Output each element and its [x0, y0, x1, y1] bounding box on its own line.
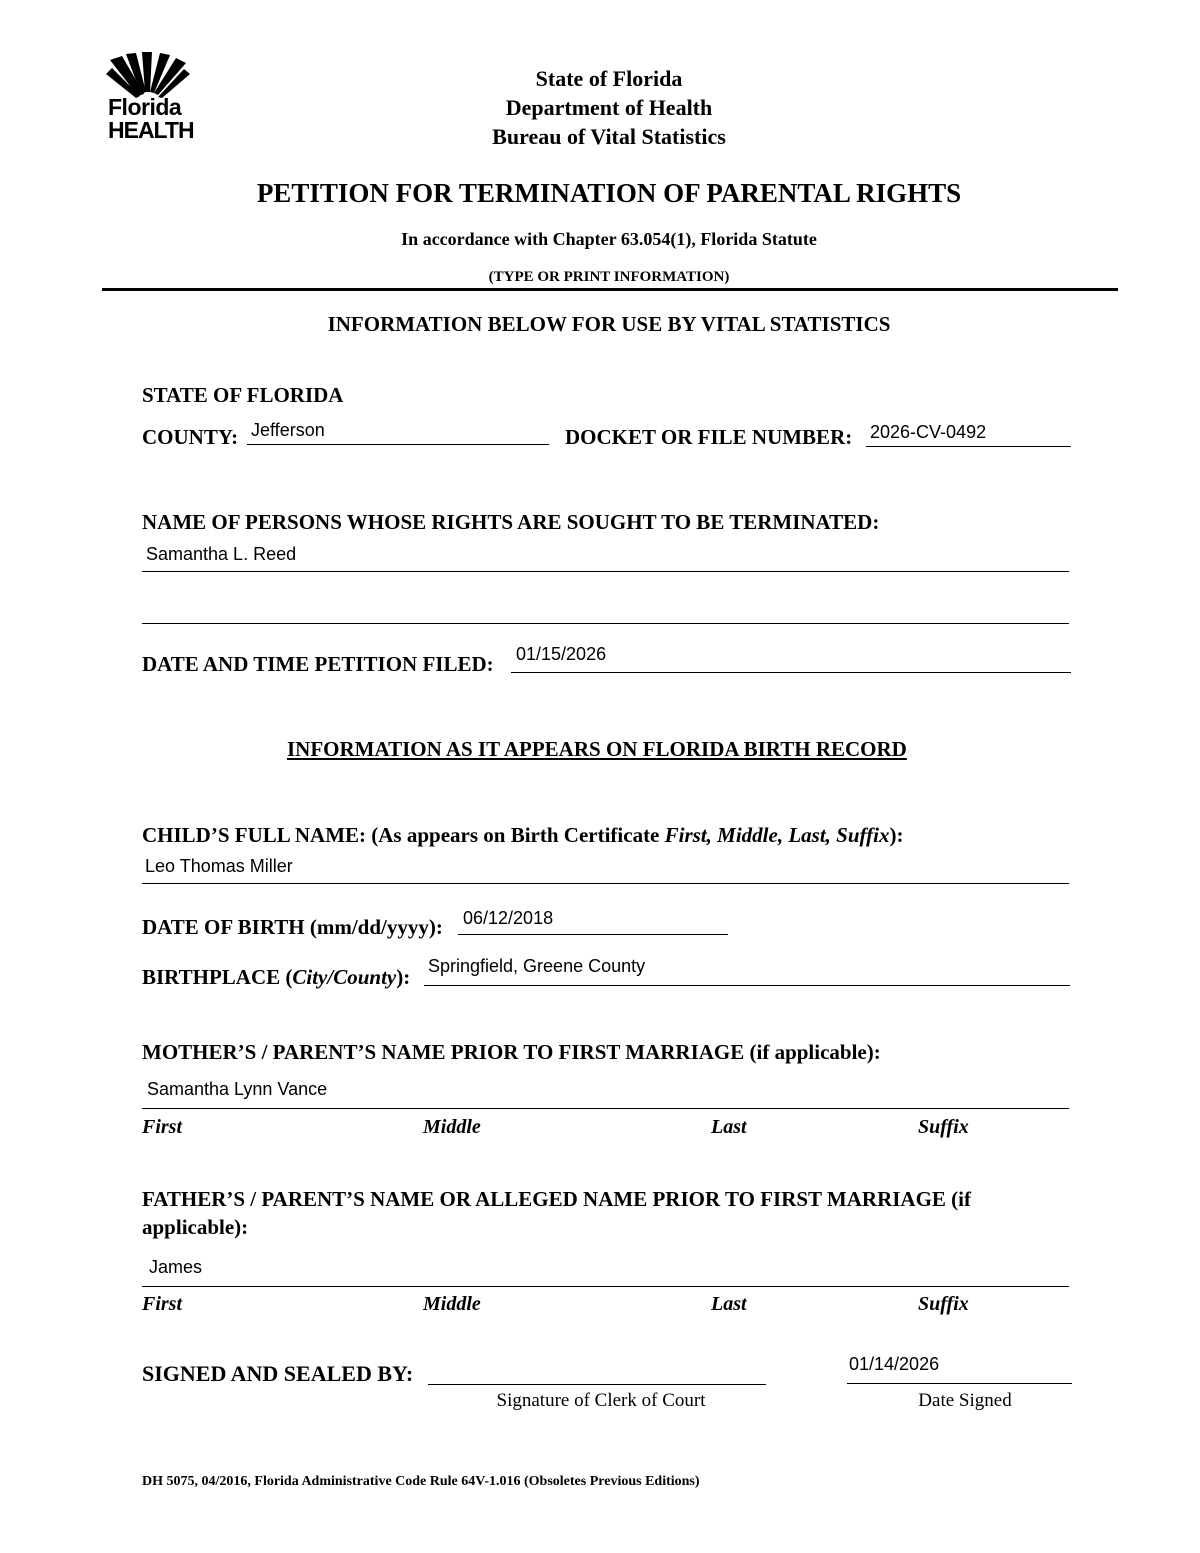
father-name-value: James	[149, 1257, 203, 1277]
header-state: State of Florida	[535, 66, 683, 91]
section-vital-stats-heading: INFORMATION BELOW FOR USE BY VITAL STATISTICS	[327, 312, 891, 336]
mother-label: MOTHER’S / PARENT’S NAME PRIOR TO FIRST MARRIAGE (if applicable):	[142, 1040, 881, 1064]
child-label	[142, 823, 903, 848]
father-label	[142, 1185, 971, 1241]
persons-field-2[interactable]	[142, 595, 1069, 624]
child-label-end: ):	[889, 823, 904, 847]
birthplace-label	[142, 965, 410, 990]
header-rule	[102, 288, 1118, 291]
persons-field-1[interactable]	[142, 543, 1069, 572]
birthplace-label-italic: City/County	[292, 965, 397, 989]
state-label: STATE OF FLORIDA	[142, 383, 344, 407]
form-instruction: (TYPE OR PRINT INFORMATION)	[488, 269, 730, 285]
logo-text-florida: Florida	[108, 94, 182, 120]
father-last-caption: Last	[711, 1293, 747, 1315]
father-middle-caption: Middle	[423, 1293, 481, 1315]
date-filed-label: DATE AND TIME PETITION FILED:	[142, 652, 494, 676]
date-filed-field[interactable]	[511, 643, 1071, 673]
father-label-line1: FATHER’S / PARENT’S NAME OR ALLEGED NAME PRIOR TO FIRST MARRIAGE (if	[142, 1187, 971, 1211]
agency-header	[0, 64, 1200, 151]
mother-name-field[interactable]	[142, 1078, 1069, 1109]
birthplace-label-text: BIRTHPLACE (	[142, 965, 293, 989]
child-name-value: Leo Thomas Miller	[145, 856, 293, 876]
signature-caption: Signature of Clerk of Court	[496, 1390, 706, 1411]
mother-name-value: Samantha Lynn Vance	[147, 1079, 328, 1099]
mother-middle-caption: Middle	[423, 1116, 481, 1138]
docket-field[interactable]	[866, 422, 1071, 447]
dob-field[interactable]	[458, 907, 728, 935]
birthplace-label-end: ):	[396, 965, 411, 989]
birthplace-field[interactable]	[424, 955, 1070, 986]
child-label-italic: First, Middle, Last, Suffix	[664, 823, 890, 847]
logo-text-health: HEALTH	[108, 117, 194, 143]
form-title: PETITION FOR TERMINATION OF PARENTAL RIGHTS	[256, 178, 962, 208]
date-signed-caption: Date Signed	[918, 1390, 1012, 1411]
header-bureau: Bureau of Vital Statistics	[492, 124, 726, 149]
docket-label: DOCKET OR FILE NUMBER:	[565, 425, 853, 449]
mother-last-caption: Last	[711, 1116, 747, 1138]
section-birth-record-heading: INFORMATION AS IT APPEARS ON FLORIDA BIRTH RECORD	[287, 737, 907, 761]
clerk-signature-field[interactable]	[428, 1360, 766, 1385]
county-value: Jefferson	[251, 420, 325, 440]
father-first-caption: First	[142, 1293, 183, 1315]
mother-first-caption: First	[142, 1116, 183, 1138]
father-label-line2: applicable):	[142, 1215, 249, 1239]
child-label-text: CHILD’S FULL NAME: (As appears on Birth Certificate	[142, 823, 665, 847]
dob-label: DATE OF BIRTH (mm/dd/yyyy):	[142, 915, 443, 939]
birthplace-value: Springfield, Greene County	[428, 956, 646, 976]
signed-label: SIGNED AND SEALED BY:	[142, 1361, 414, 1386]
child-name-field[interactable]	[142, 855, 1069, 884]
dob-value: 06/12/2018	[463, 908, 554, 928]
date-signed-value: 01/14/2026	[849, 1354, 940, 1374]
form-footer: DH 5075, 04/2016, Florida Administrative Code Rule 64V-1.016 (Obsoletes Previous Editions)	[142, 1474, 700, 1489]
form-subtitle: In accordance with Chapter 63.054(1), Florida Statute	[401, 229, 817, 249]
mother-suffix-caption: Suffix	[918, 1116, 969, 1138]
header-department: Department of Health	[505, 95, 713, 120]
persons-label: NAME OF PERSONS WHOSE RIGHTS ARE SOUGHT TO BE TERMINATED:	[142, 510, 880, 534]
father-name-field[interactable]	[142, 1256, 1069, 1287]
date-signed-field[interactable]	[847, 1353, 1072, 1384]
date-filed-value: 01/15/2026	[516, 644, 607, 664]
county-label: COUNTY:	[142, 425, 239, 449]
persons-value: Samantha L. Reed	[146, 544, 297, 564]
father-suffix-caption: Suffix	[918, 1293, 969, 1315]
docket-value: 2026-CV-0492	[870, 422, 987, 442]
county-field[interactable]	[247, 420, 549, 445]
